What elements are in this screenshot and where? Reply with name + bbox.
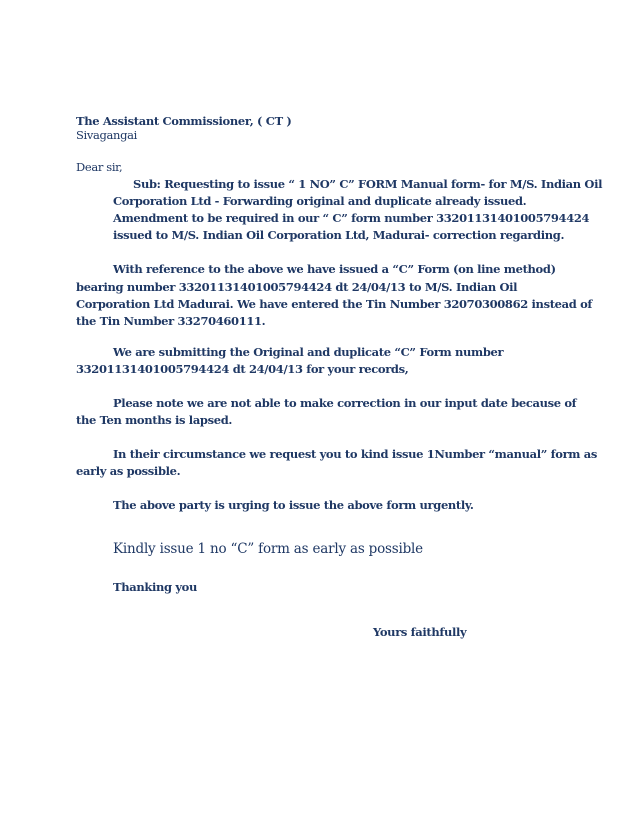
- paragraph-2-line-2: 33201131401005794424 dt 24/04/13 for your records,: [76, 362, 409, 376]
- subject-line-1: Sub: Requesting to issue “ 1 NO” C” FORM Manual form- for M/S. Indian Oil: [133, 177, 603, 191]
- paragraph-4-line-2: early as possible.: [76, 464, 181, 478]
- request-line: Kindly issue 1 no “C” form as early as possible: [113, 541, 423, 557]
- paragraph-1-line-4: the Tin Number 33270460111.: [76, 314, 266, 328]
- paragraph-3-line-2: the Ten months is lapsed.: [76, 413, 233, 427]
- closing-line: Yours faithfully: [373, 625, 467, 639]
- paragraph-4-line-1: In their circumstance we request you to kind issue 1Number “manual” form as: [113, 447, 597, 461]
- paragraph-1-line-1: With reference to the above we have issued a “C” Form (on line method): [113, 262, 556, 276]
- salutation: Dear sir,: [76, 160, 123, 174]
- subject-line-3: Amendment to be required in our “ C” form number 33201131401005794424: [113, 211, 590, 225]
- paragraph-2-line-1: We are submitting the Original and duplicate “C” Form number: [113, 345, 504, 359]
- paragraph-1-line-3: Corporation Ltd Madurai. We have entered the Tin Number 32070300862 instead of: [76, 297, 592, 311]
- paragraph-5: The above party is urging to issue the above form urgently.: [113, 498, 474, 512]
- paragraph-1-line-2: bearing number 33201131401005794424 dt 24/04/13 to M/S. Indian Oil: [76, 280, 518, 294]
- thanks-line: Thanking you: [113, 580, 197, 594]
- address-line-1: The Assistant Commissioner, ( CT ): [76, 114, 292, 128]
- subject-line-2: Corporation Ltd - Forwarding original and duplicate already issued.: [113, 194, 527, 208]
- subject-line-4: issued to M/S. Indian Oil Corporation Ltd, Madurai- correction regarding.: [113, 228, 565, 242]
- paragraph-3-line-1: Please note we are not able to make correction in our input date because of: [113, 396, 577, 410]
- address-line-2: Sivagangai: [76, 128, 137, 142]
